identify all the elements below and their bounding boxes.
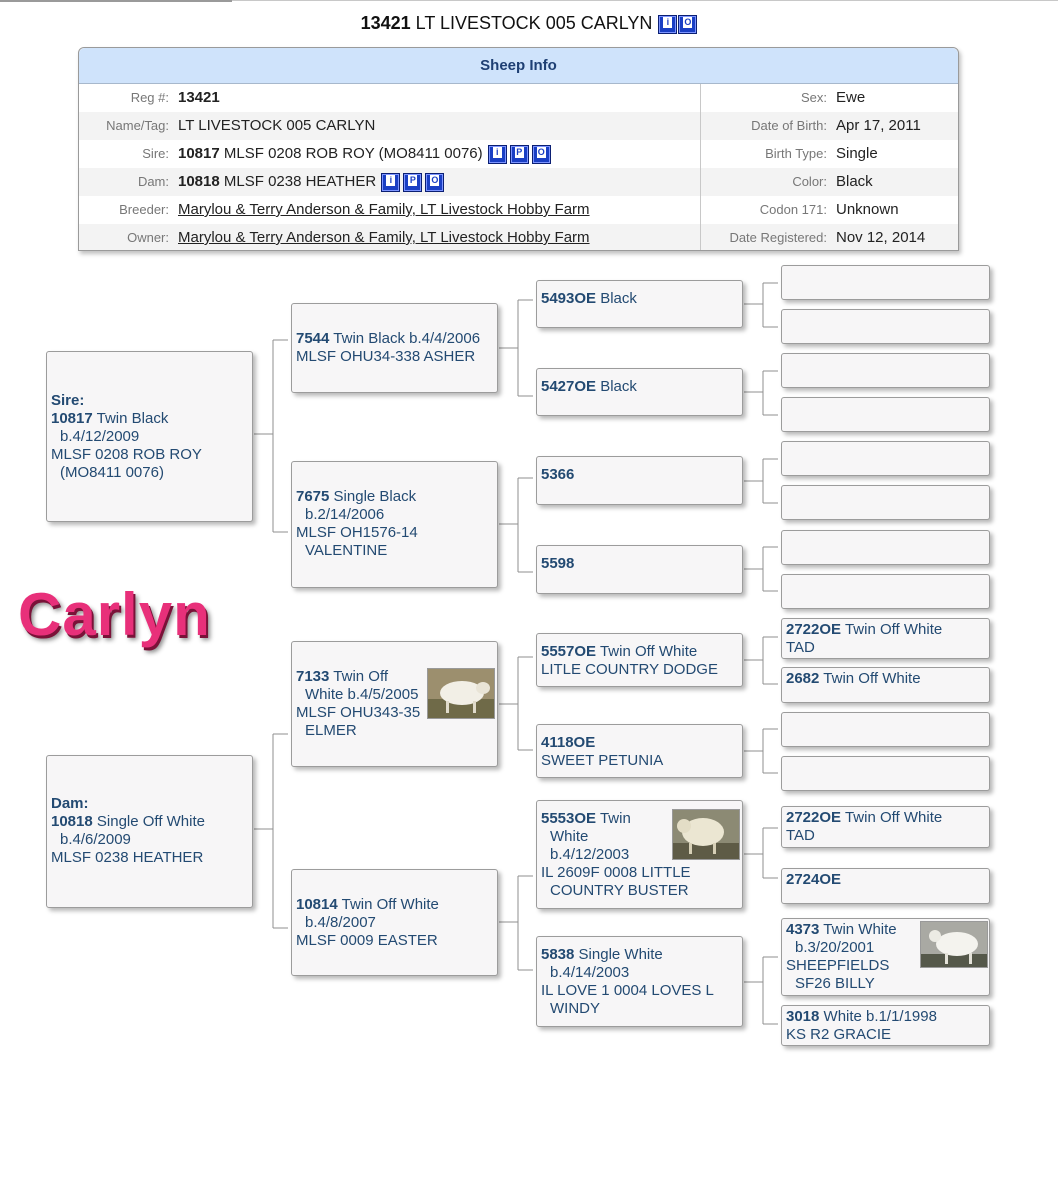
dam-label: Dam: — [137, 174, 169, 189]
pedigree-gen3-1[interactable] — [536, 280, 743, 328]
sheep-photo[interactable] — [920, 921, 988, 968]
pedigree-gen4-5[interactable] — [781, 441, 990, 476]
g3-2-number: 5427OE — [541, 378, 597, 395]
ds-number: 7133 — [296, 668, 330, 685]
reg-label: Reg #: — [130, 90, 169, 105]
g3-7-name2: COUNTRY BUSTER — [550, 882, 689, 899]
date-registered-value: Nov 12, 2014 — [836, 229, 926, 246]
g4-15-name2: SF26 BILLY — [795, 975, 875, 992]
pedigree-icon: P — [516, 147, 523, 158]
owner-label: Owner: — [127, 230, 169, 245]
sex-label: Sex: — [800, 90, 827, 105]
pedigree-gen3-2[interactable] — [536, 368, 743, 416]
g4-10-desc: Twin Off White — [823, 670, 921, 687]
sheep-photo[interactable] — [672, 809, 740, 860]
pedigree-gen4-10[interactable] — [781, 667, 990, 703]
info-icon: i — [386, 175, 395, 186]
g4-16-name: KS R2 GRACIE — [786, 1026, 892, 1043]
g4-13-name: TAD — [786, 827, 815, 844]
reg-value: 13421 — [178, 89, 220, 106]
sheep-photo[interactable] — [427, 668, 495, 719]
pedigree-gen4-4[interactable] — [781, 397, 990, 432]
dob-label: Date of Birth: — [751, 118, 827, 133]
dam-name: MLSF 0238 HEATHER — [223, 173, 377, 190]
sire-heading: Sire: — [51, 392, 85, 409]
owner-link[interactable]: Marylou & Terry Anderson & Family, LT Livestock Hobby Farm — [178, 229, 590, 246]
pedigree-sire-sire-box[interactable] — [291, 303, 498, 393]
g4-15-name: SHEEPFIELDS — [786, 957, 890, 974]
g4-16-number: 3018 — [786, 1008, 820, 1025]
sire-box-name: MLSF 0208 ROB ROY — [51, 446, 202, 463]
g3-8-number: 5838 — [541, 946, 575, 963]
g4-15-desc: Twin White — [823, 921, 897, 938]
date-registered-label: Date Registered: — [729, 230, 827, 245]
sire-box-number: 10817 — [51, 410, 93, 427]
color-label: Color: — [792, 174, 827, 189]
sire-reg-number: 10817 — [178, 145, 220, 162]
codon-value: Unknown — [836, 201, 899, 218]
sire-box-desc: Twin Black — [96, 410, 169, 427]
g3-7-name: IL 2609F 0008 LITTLE — [541, 864, 691, 881]
birth-type-label: Birth Type: — [765, 146, 827, 161]
g3-1-number: 5493OE — [541, 290, 597, 307]
sd-number: 7675 — [296, 488, 330, 505]
dam-box-name: MLSF 0238 HEATHER — [51, 849, 204, 866]
offspring-icon: O — [684, 17, 692, 28]
pedigree-dam-sire-box[interactable] — [291, 641, 498, 767]
g3-3-number: 5366 — [541, 466, 575, 483]
g4-13-number: 2722OE — [786, 809, 842, 826]
title-reg-number: 13421 — [360, 13, 411, 33]
g3-8-name: IL LOVE 1 0004 LOVES L — [541, 982, 714, 999]
sheep-info-heading: Sheep Info — [79, 48, 958, 84]
g3-7-birth: b.4/12/2003 — [550, 846, 630, 863]
g4-9-desc: Twin Off White — [844, 621, 943, 638]
sire-label: Sire: — [142, 146, 169, 161]
g4-9-number: 2722OE — [786, 621, 842, 638]
offspring-icon: O — [537, 147, 545, 158]
pedigree-gen3-6[interactable] — [536, 724, 743, 778]
sd-tag: VALENTINE — [305, 542, 388, 559]
g3-6-name: SWEET PETUNIA — [541, 752, 664, 769]
watermark-carlyn: Carlyn — [18, 581, 211, 648]
g3-5-name: LITLE COUNTRY DODGE — [541, 661, 718, 678]
dam-heading: Dam: — [51, 795, 89, 812]
pedigree-gen3-8[interactable] — [536, 936, 743, 1027]
pedigree-gen4-2[interactable] — [781, 309, 990, 344]
pedigree-gen4-15[interactable] — [781, 918, 990, 996]
dam-box-desc: Single Off White — [96, 813, 205, 830]
ds-birth: White b.4/5/2005 — [305, 686, 419, 703]
info-icon: i — [493, 147, 502, 158]
g4-14-number: 2724OE — [786, 871, 842, 888]
pedigree-gen3-7[interactable] — [536, 800, 743, 909]
g3-8-birth: b.4/14/2003 — [550, 964, 630, 981]
pedigree-gen3-4[interactable] — [536, 545, 743, 594]
g4-13-desc: Twin Off White — [844, 809, 943, 826]
pedigree-gen4-14[interactable] — [781, 868, 990, 904]
g3-5-number: 5557OE — [541, 643, 597, 660]
g4-16-desc: White b.1/1/1998 — [823, 1008, 937, 1025]
dam-reg-number: 10818 — [178, 173, 220, 190]
g4-15-number: 4373 — [786, 921, 820, 938]
sex-value: Ewe — [836, 89, 866, 106]
g4-9-name: TAD — [786, 639, 815, 656]
codon-label: Codon 171: — [759, 202, 827, 217]
sd-desc: Single Black — [333, 488, 417, 505]
pedigree-sire-box[interactable] — [46, 351, 253, 522]
pedigree-gen3-5[interactable] — [536, 633, 743, 687]
sd-name: MLSF OH1576-14 — [296, 524, 418, 541]
g3-1-desc: Black — [600, 290, 637, 307]
pedigree-gen4-11[interactable] — [781, 712, 990, 747]
birth-type-value: Single — [836, 145, 878, 162]
pedigree-gen4-12[interactable] — [781, 756, 990, 791]
g3-7-color: White — [550, 828, 589, 845]
pedigree-gen4-6[interactable] — [781, 485, 990, 520]
dob-value: Apr 17, 2011 — [836, 117, 921, 134]
breeder-link[interactable]: Marylou & Terry Anderson & Family, LT Livestock Hobby Farm — [178, 201, 590, 218]
offspring-icon: O — [431, 175, 439, 186]
pedigree-dam-box[interactable] — [46, 755, 253, 908]
pedigree-gen4-7[interactable] — [781, 530, 990, 565]
sire-box-birth: b.4/12/2009 — [60, 428, 140, 445]
name-label: Name/Tag: — [106, 118, 169, 133]
dam-box-number: 10818 — [51, 813, 93, 830]
color-value: Black — [836, 173, 873, 190]
name-value: LT LIVESTOCK 005 CARLYN — [178, 117, 376, 134]
ds-tag: ELMER — [305, 722, 357, 739]
ss-number: 7544 — [296, 330, 330, 347]
ds-name: MLSF OHU343-35 — [296, 704, 421, 721]
g3-5-desc: Twin Off White — [599, 643, 698, 660]
dd-name: MLSF 0009 EASTER — [296, 932, 438, 949]
title-name: LT LIVESTOCK 005 CARLYN — [415, 13, 653, 33]
g3-6-number: 4118OE — [541, 734, 596, 751]
sire-box-tag: (MO8411 0076) — [60, 464, 164, 481]
pedigree-gen4-9[interactable] — [781, 618, 990, 659]
pedigree-gen4-3[interactable] — [781, 353, 990, 388]
dam-box-birth: b.4/6/2009 — [60, 831, 131, 848]
pedigree-dam-dam-box[interactable] — [291, 869, 498, 976]
ss-name: MLSF OHU34-338 ASHER — [296, 348, 476, 365]
g3-4-number: 5598 — [541, 555, 575, 572]
g3-2-desc: Black — [600, 378, 637, 395]
g4-10-number: 2682 — [786, 670, 820, 687]
info-icon: i — [663, 17, 672, 28]
g4-15-birth: b.3/20/2001 — [795, 939, 875, 956]
g3-8-name2: WINDY — [550, 1000, 600, 1017]
breeder-label: Breeder: — [119, 202, 169, 217]
sire-name: MLSF 0208 ROB ROY (MO8411 0076) — [223, 145, 483, 162]
pedigree-gen4-1[interactable] — [781, 265, 990, 300]
dd-birth: b.4/8/2007 — [305, 914, 376, 931]
pedigree-gen3-3[interactable] — [536, 456, 743, 505]
ss-desc: Twin Black b.4/4/2006 — [333, 330, 481, 347]
pedigree-sire-dam-box[interactable] — [291, 461, 498, 588]
pedigree-gen4-16[interactable] — [781, 1005, 990, 1046]
ds-desc: Twin Off — [333, 668, 389, 685]
g3-7-number: 5553OE — [541, 810, 597, 827]
pedigree-gen4-8[interactable] — [781, 574, 990, 609]
g3-7-desc: Twin — [599, 810, 631, 827]
sd-birth: b.2/14/2006 — [305, 506, 385, 523]
pedigree-icon: P — [409, 175, 416, 186]
dd-number: 10814 — [296, 896, 338, 913]
dd-desc: Twin Off White — [341, 896, 439, 913]
pedigree-gen4-13[interactable] — [781, 806, 990, 848]
g3-8-desc: Single White — [578, 946, 663, 963]
